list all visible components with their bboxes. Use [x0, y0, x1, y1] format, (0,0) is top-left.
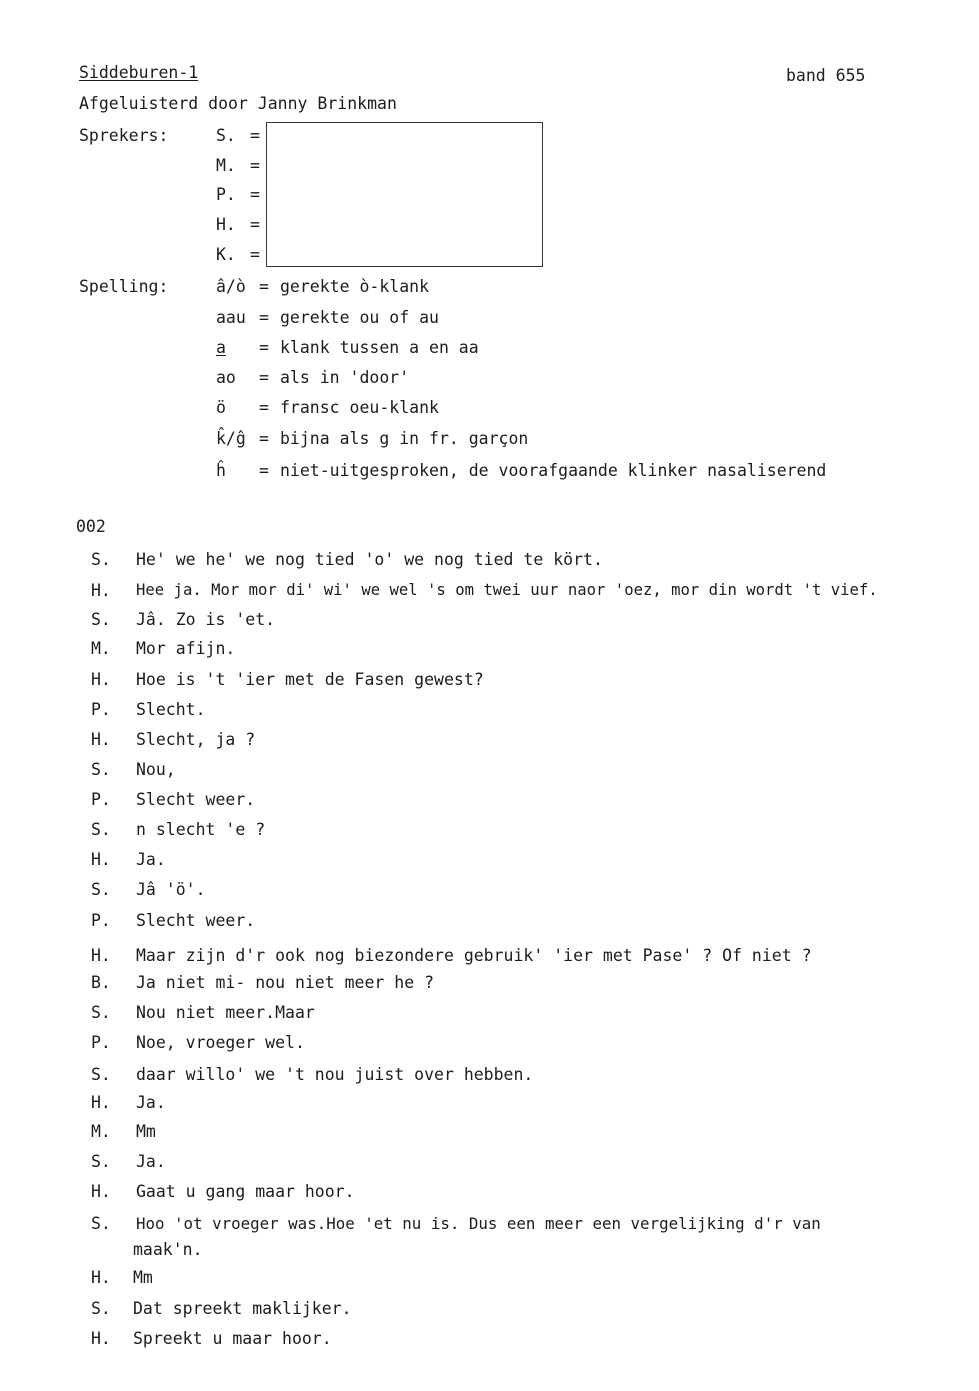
speaker-equals: = — [250, 126, 260, 145]
speaker-label: H. — [91, 670, 111, 689]
utterance-text: Jâ. Zo is 'et. — [136, 610, 276, 629]
section-number: 002 — [76, 517, 106, 536]
spelling-description: gerekte ou of au — [280, 308, 439, 327]
utterance-text: Gaat u gang maar hoor. — [136, 1182, 355, 1201]
spelling-description: niet-uitgesproken, de voorafgaande klinker nasaliserend — [280, 461, 827, 480]
spelling-equals: = — [259, 308, 269, 327]
utterance-text: Maar zijn d'r ook nog biezondere gebruik' 'ier met Pase' ? Of niet ? — [136, 946, 812, 965]
speaker-label: H. — [91, 1268, 111, 1287]
speaker-label: H. — [91, 1093, 111, 1112]
utterance-text: Nou, — [136, 760, 176, 779]
spelling-description: bijna als g in fr. garçon — [280, 429, 529, 448]
spelling-symbol: aau — [216, 308, 246, 327]
speaker-label: P. — [91, 911, 111, 930]
speaker-label: S. — [91, 1003, 111, 1022]
utterance-text: Slecht, ja ? — [136, 730, 256, 749]
document-title: Siddeburen-1 — [79, 63, 199, 82]
utterance-text: Hoe is 't 'ier met de Fasen gewest? — [136, 670, 484, 689]
redacted-speaker-names-box — [266, 122, 543, 267]
spelling-label: Spelling: — [79, 277, 169, 296]
utterance-text: Nou niet meer.Maar — [136, 1003, 315, 1022]
speaker-label: P. — [91, 700, 111, 719]
speakers-label: Sprekers: — [79, 126, 169, 145]
spelling-equals: = — [259, 368, 269, 387]
utterance-text: Slecht weer. — [136, 911, 256, 930]
speaker-label: B. — [91, 973, 111, 992]
utterance-text: Spreekt u maar hoor. — [133, 1329, 332, 1348]
speaker-label: H. — [91, 946, 111, 965]
spelling-description: fransc oeu-klank — [280, 398, 439, 417]
spelling-symbol: k̂/ĝ — [216, 429, 246, 448]
speaker-label: S. — [91, 550, 111, 569]
speaker-label: H. — [91, 581, 111, 600]
utterance-text: Ja. — [136, 1093, 166, 1112]
speaker-code: K. — [216, 245, 236, 264]
utterance-text: He' we he' we nog tied 'o' we nog tied te kört. — [136, 550, 603, 569]
spelling-equals: = — [259, 429, 269, 448]
speaker-label: S. — [91, 820, 111, 839]
speaker-label: S. — [91, 760, 111, 779]
speaker-label: S. — [91, 880, 111, 899]
transcriber-line: Afgeluisterd door Janny Brinkman — [79, 94, 397, 113]
spelling-symbol: a — [216, 338, 226, 357]
spelling-symbol: ao — [216, 368, 236, 387]
utterance-text: Slecht. — [136, 700, 206, 719]
utterance-text: Mor afijn. — [136, 639, 236, 658]
speaker-label: M. — [91, 639, 111, 658]
utterance-text: Hoo 'ot vroeger was.Hoe 'et nu is. Dus een meer een vergelijking d'r van — [136, 1214, 821, 1233]
speaker-label: P. — [91, 790, 111, 809]
utterance-text: Dat spreekt maklijker. — [133, 1299, 352, 1318]
spelling-symbol: ö — [216, 398, 226, 417]
spelling-equals: = — [259, 398, 269, 417]
utterance-text: daar willo' we 't nou juist over hebben. — [136, 1065, 534, 1084]
speaker-code: P. — [216, 185, 236, 204]
speaker-equals: = — [250, 185, 260, 204]
utterance-text: Mm — [133, 1268, 153, 1287]
spelling-symbol: ĥ — [216, 461, 226, 480]
speaker-label: H. — [91, 850, 111, 869]
speaker-label: S. — [91, 1214, 111, 1233]
speaker-equals: = — [250, 215, 260, 234]
speaker-code: S. — [216, 126, 236, 145]
speaker-equals: = — [250, 245, 260, 264]
speaker-label: S. — [91, 1152, 111, 1171]
utterance-text: Jâ 'ö'. — [136, 880, 206, 899]
utterance-text: Ja. — [136, 1152, 166, 1171]
spelling-description: gerekte ò-klank — [280, 277, 430, 296]
speaker-code: M. — [216, 156, 236, 175]
utterance-text: Noe, vroeger wel. — [136, 1033, 305, 1052]
speaker-label: S. — [91, 610, 111, 629]
speaker-label: H. — [91, 1182, 111, 1201]
spelling-equals: = — [259, 338, 269, 357]
speaker-equals: = — [250, 156, 260, 175]
band-number: band 655 — [786, 66, 866, 85]
utterance-text: Mm — [136, 1122, 156, 1141]
spelling-description: klank tussen a en aa — [280, 338, 479, 357]
speaker-label: H. — [91, 730, 111, 749]
speaker-label: S. — [91, 1299, 111, 1318]
spelling-description: als in 'door' — [280, 368, 410, 387]
utterance-continuation: maak'n. — [133, 1240, 203, 1259]
utterance-text: Hee ja. Mor mor di' wi' we wel 's om twei uur naor 'oez, mor din wordt 't vief. — [136, 581, 878, 599]
spelling-equals: = — [259, 461, 269, 480]
speaker-label: S. — [91, 1065, 111, 1084]
utterance-text: Ja niet mi- nou niet meer he ? — [136, 973, 435, 992]
spelling-equals: = — [259, 277, 269, 296]
utterance-text: n slecht 'e ? — [136, 820, 266, 839]
utterance-text: Ja. — [136, 850, 166, 869]
utterance-text: Slecht weer. — [136, 790, 256, 809]
speaker-label: P. — [91, 1033, 111, 1052]
speaker-label: H. — [91, 1329, 111, 1348]
spelling-symbol: â/ò — [216, 277, 246, 296]
speaker-label: M. — [91, 1122, 111, 1141]
speaker-code: H. — [216, 215, 236, 234]
